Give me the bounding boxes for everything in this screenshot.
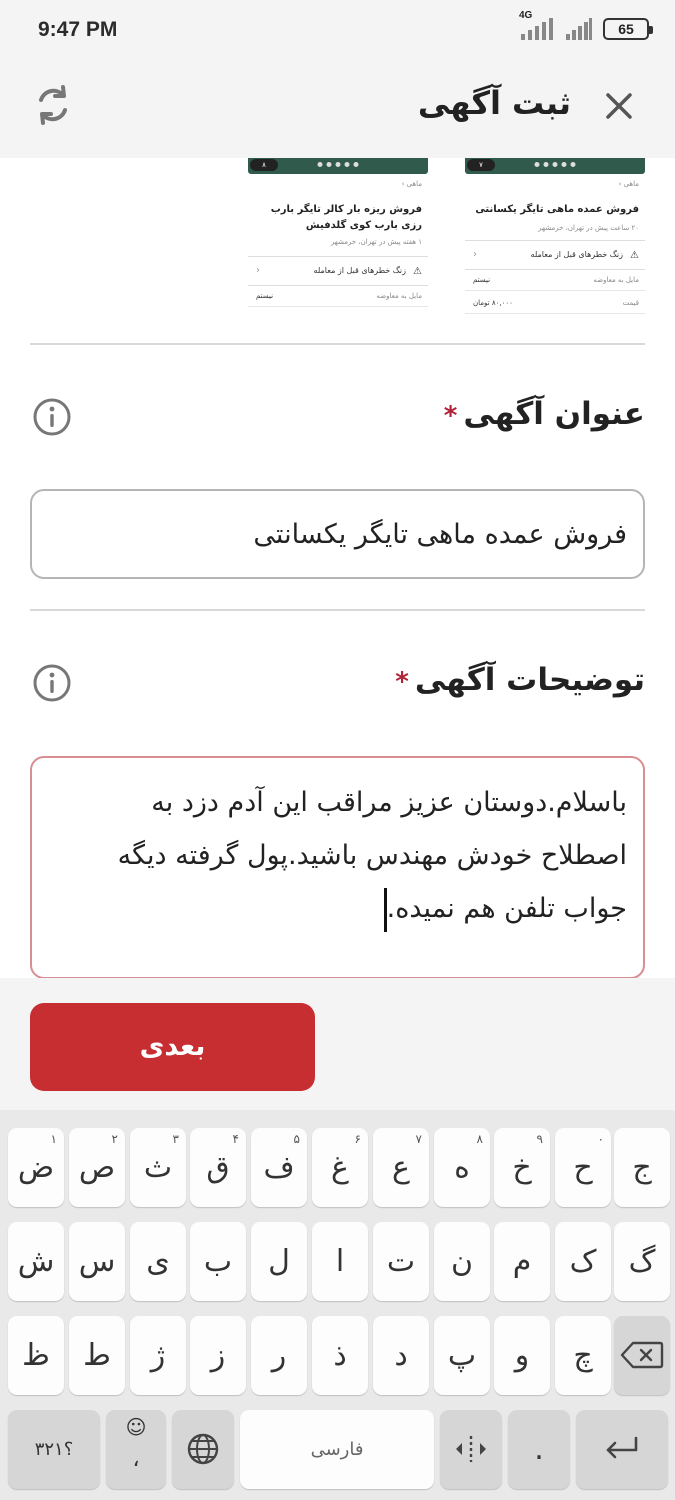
description-textarea-value [67, 776, 627, 935]
info-icon [32, 397, 72, 437]
card-breadcrumb: ماهی › [401, 180, 422, 188]
key-row3[interactable]: ز [190, 1316, 246, 1395]
key-row2[interactable]: ن [434, 1222, 490, 1301]
divider [30, 609, 645, 611]
enter-key[interactable] [576, 1410, 668, 1489]
card-row-key: مایل به معاوضه [376, 292, 422, 300]
title-info-button[interactable] [32, 397, 72, 437]
cursor-key[interactable] [440, 1410, 502, 1489]
key-row2[interactable]: ب [190, 1222, 246, 1301]
close-icon [599, 86, 639, 126]
carousel-dots [535, 162, 576, 167]
card-image [248, 158, 428, 174]
key-row2[interactable]: م [494, 1222, 550, 1301]
card-row [248, 287, 428, 307]
card-warning-text: زنگ خطرهای قبل از معامله [313, 266, 406, 275]
app-header [0, 56, 675, 158]
signal-icon-2 [565, 16, 593, 42]
card-breadcrumb: ماهی › [618, 180, 639, 188]
info-icon [32, 663, 72, 703]
key-row1[interactable]: خ ۹ [494, 1128, 550, 1207]
globe-icon [186, 1432, 220, 1466]
key-row2[interactable]: ش [8, 1222, 64, 1301]
key-row3[interactable]: د [373, 1316, 429, 1395]
key-row1[interactable]: ه ۸ [434, 1128, 490, 1207]
description-text: باسلام.دوستان عزیز مراقب این آدم دزد به اصطلاح خودش مهندس باشید.پول گرفته دیگه جواب تلفن هم نمیده. [117, 787, 627, 924]
key-row3[interactable]: ط [69, 1316, 125, 1395]
key-row3[interactable]: پ [434, 1316, 490, 1395]
card-row-key: مایل به معاوضه [593, 276, 639, 284]
preview-card[interactable] [465, 158, 645, 313]
action-bar [0, 978, 675, 1110]
card-warning-text: زنگ خطرهای قبل از معامله [530, 250, 623, 259]
key-row1[interactable]: ف ۵ [251, 1128, 307, 1207]
title-input[interactable] [30, 489, 645, 579]
card-row-value: نیستم [473, 276, 491, 284]
required-mark: * [443, 401, 458, 431]
key-row1[interactable]: غ ۶ [312, 1128, 368, 1207]
description-label [395, 662, 645, 698]
chevron-left-icon: ‹ [473, 249, 477, 260]
key-row3[interactable]: ظ [8, 1316, 64, 1395]
network-type: 4G [519, 10, 533, 21]
key-row2[interactable]: گ [614, 1222, 670, 1301]
preview-card[interactable] [248, 158, 428, 313]
keyboard [0, 1110, 675, 1500]
refresh-button[interactable] [30, 82, 76, 128]
title-input-value: فروش عمده ماهی تایگر یکسانتی [253, 519, 627, 550]
description-info-button[interactable] [32, 663, 72, 703]
card-meta: ۲۰ ساعت پیش در تهران، خرمشهر [538, 224, 639, 232]
key-row1[interactable]: ج [614, 1128, 670, 1207]
card-row-key: قیمت [622, 299, 639, 307]
card-warning [248, 256, 428, 286]
title-label [444, 396, 645, 432]
description-textarea[interactable] [30, 756, 645, 979]
carousel-dots [318, 162, 359, 167]
chevron-left-icon: ‹ [256, 265, 260, 276]
refresh-icon [30, 82, 76, 128]
period-key[interactable]: . [508, 1410, 570, 1489]
signal-icon [519, 10, 555, 42]
key-row2[interactable]: ی [130, 1222, 186, 1301]
key-row1[interactable]: ض ۱ [8, 1128, 64, 1207]
key-row2[interactable]: ل [251, 1222, 307, 1301]
enter-icon [602, 1434, 642, 1464]
close-button[interactable] [599, 86, 639, 126]
key-row3[interactable]: ر [251, 1316, 307, 1395]
card-row [465, 271, 645, 291]
card-row-value: ۸۰,۰۰۰ تومان [473, 299, 513, 307]
card-title: فروش عمده ماهی تایگر یکسانتی [475, 204, 639, 215]
card-row [465, 294, 645, 314]
key-row2[interactable]: ت [373, 1222, 429, 1301]
status-bar [0, 0, 675, 56]
key-row3[interactable]: و [494, 1316, 550, 1395]
description-label-text: توضیحات آگهی [414, 662, 645, 698]
key-row3[interactable]: ژ [130, 1316, 186, 1395]
page-title: ثبت آگهی [417, 84, 571, 122]
key-row1[interactable]: ح ۰ [555, 1128, 611, 1207]
key-row2[interactable]: س [69, 1222, 125, 1301]
smiley-icon: ☺ [125, 1415, 147, 1439]
warning-icon: ⚠ [413, 266, 422, 277]
photo-count-badge: ۸ [250, 159, 278, 171]
key-row2[interactable]: ا [312, 1222, 368, 1301]
ad-previews [0, 158, 675, 318]
key-row1[interactable]: ق ۴ [190, 1128, 246, 1207]
language-key[interactable] [172, 1410, 234, 1489]
key-row3[interactable]: چ [555, 1316, 611, 1395]
emoji-comma-key[interactable] [106, 1410, 166, 1489]
warning-icon: ⚠ [630, 250, 639, 261]
key-row2[interactable]: ک [555, 1222, 611, 1301]
card-warning [465, 240, 645, 270]
card-image [465, 158, 645, 174]
key-row1[interactable]: ص ۲ [69, 1128, 125, 1207]
key-row1[interactable]: ع ۷ [373, 1128, 429, 1207]
key-row1[interactable]: ث ۳ [130, 1128, 186, 1207]
title-label-text: عنوان آگهی [463, 396, 645, 432]
symbols-key[interactable]: ؟۳۲۱ [8, 1410, 100, 1489]
space-key[interactable]: فارسی [240, 1410, 434, 1489]
card-meta: ۱ هفته پیش در تهران، خرمشهر [330, 238, 422, 246]
backspace-icon [620, 1340, 664, 1370]
cursor-move-icon [451, 1434, 491, 1464]
backspace-key[interactable] [614, 1316, 670, 1395]
status-icons [519, 10, 649, 44]
divider [30, 343, 645, 345]
next-button[interactable]: بعدی [30, 1003, 315, 1091]
battery-icon: 65 [603, 18, 649, 40]
card-row-value: نیستم [256, 292, 274, 300]
card-title: فروش ریزه بار کالر تایگر بارب رزی بارب کوی گلدفیش [270, 204, 422, 231]
required-mark: * [395, 667, 409, 697]
status-time: 9:47 PM [38, 18, 118, 41]
key-row3[interactable]: ذ [312, 1316, 368, 1395]
comma-label: ، [132, 1447, 140, 1472]
photo-count-badge: ۷ [467, 159, 495, 171]
